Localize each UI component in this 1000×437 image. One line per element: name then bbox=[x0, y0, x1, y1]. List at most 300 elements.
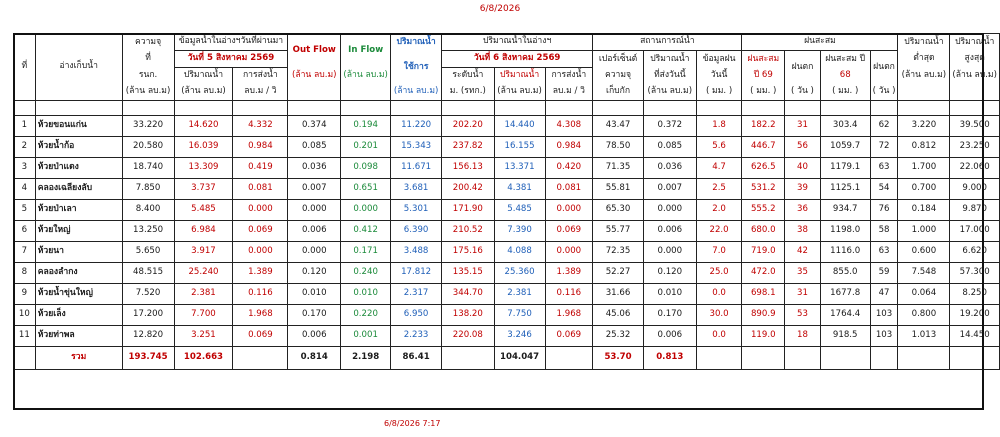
cell-sent: 0.000 bbox=[643, 242, 696, 263]
table-row bbox=[14, 284, 1000, 305]
col-header-pct-1: เปอร์เซ็นต์ bbox=[593, 51, 644, 68]
cell-name: ห้วยน้ำก้อ bbox=[35, 137, 122, 158]
cell-lvl: 210.52 bbox=[442, 221, 495, 242]
col-header-max-4 bbox=[950, 84, 1000, 101]
cell-of: 0.000 bbox=[288, 200, 341, 221]
cell-inf: 0.651 bbox=[341, 179, 391, 200]
cell-max: 14.450 bbox=[950, 326, 1000, 347]
cell-use: 6.390 bbox=[391, 221, 442, 242]
col-header-usable-2: ใช้การ bbox=[391, 51, 442, 85]
col-header-rain-today-3: ( มม. ) bbox=[696, 84, 742, 101]
cell-pct: 71.35 bbox=[593, 158, 644, 179]
cell-r69: 719.0 bbox=[742, 242, 785, 263]
cell-pv: 14.620 bbox=[174, 116, 233, 137]
col-header-min-3: (ล้าน ลบ.ม) bbox=[898, 68, 950, 85]
cell-name: ห้วยใหญ่ bbox=[35, 221, 122, 242]
cell-r68: 303.4 bbox=[820, 116, 870, 137]
col-header-prev-volume: ปริมาณน้ำ bbox=[174, 68, 233, 85]
cell-of: 0.010 bbox=[288, 284, 341, 305]
cell-pr: 0.081 bbox=[233, 179, 288, 200]
cell-pct: 43.47 bbox=[593, 116, 644, 137]
cell-pr: 0.116 bbox=[233, 284, 288, 305]
cell-r69: 446.7 bbox=[742, 137, 785, 158]
cell-cap: 13.250 bbox=[122, 221, 174, 242]
cell-rain: 0.0 bbox=[696, 284, 742, 305]
cell-pv: 3.737 bbox=[174, 179, 233, 200]
cell-cr: 0.069 bbox=[545, 221, 593, 242]
cell-pv: 6.984 bbox=[174, 221, 233, 242]
col-header-cur-release-unit: ลบ.ม / วิ bbox=[545, 84, 593, 101]
col-header-cur-volume: ปริมาณน้ำ bbox=[494, 68, 545, 85]
cell-min: 0.064 bbox=[898, 284, 950, 305]
cell-d69: 35 bbox=[785, 263, 821, 284]
cell-pct: 31.66 bbox=[593, 284, 644, 305]
cell-d69: 40 bbox=[785, 158, 821, 179]
cell-name: ห้วยป่าแดง bbox=[35, 158, 122, 179]
col-header-prev-volume-unit: (ล้าน ลบ.ม) bbox=[174, 84, 233, 101]
cell-inf: 0.171 bbox=[341, 242, 391, 263]
cell-pv: 13.309 bbox=[174, 158, 233, 179]
cell-inf: 0.194 bbox=[341, 116, 391, 137]
cell-d68: 63 bbox=[870, 242, 898, 263]
col-header-max-1: ปริมาณน้ำ bbox=[950, 34, 1000, 51]
cell-max: 9.870 bbox=[950, 200, 1000, 221]
cell-lvl: 175.16 bbox=[442, 242, 495, 263]
cell-r69: 119.0 bbox=[742, 326, 785, 347]
col-header-rain68-3: ( มม. ) bbox=[820, 84, 870, 101]
cell-name: คลองเฉลียงลับ bbox=[35, 179, 122, 200]
col-header-raindays68-unit: ( วัน ) bbox=[870, 84, 898, 101]
cell-cv: 7.390 bbox=[494, 221, 545, 242]
cell-name: ห้วยขอนแก่น bbox=[35, 116, 122, 137]
col-header-status-group: สถานการณ์น้ำ bbox=[593, 34, 742, 51]
cell-d68: 76 bbox=[870, 200, 898, 221]
cell-of: 0.006 bbox=[288, 326, 341, 347]
col-header-pct-3: เก็บกัก bbox=[593, 84, 644, 101]
cell-r69: 555.2 bbox=[742, 200, 785, 221]
total-use: 86.41 bbox=[391, 347, 442, 370]
cell-pv: 3.917 bbox=[174, 242, 233, 263]
cell-rain: 1.8 bbox=[696, 116, 742, 137]
cell-of: 0.007 bbox=[288, 179, 341, 200]
cell-max: 6.620 bbox=[950, 242, 1000, 263]
cell-r69: 626.5 bbox=[742, 158, 785, 179]
col-header-outflow: Out Flow bbox=[288, 34, 341, 68]
cell-use: 2.233 bbox=[391, 326, 442, 347]
cell-inf: 0.000 bbox=[341, 200, 391, 221]
table-row bbox=[14, 242, 1000, 263]
col-header-cur-release: การส่งน้ำ bbox=[545, 68, 593, 85]
cell-inf: 0.001 bbox=[341, 326, 391, 347]
cell-rain: 7.0 bbox=[696, 242, 742, 263]
cell-r69: 182.2 bbox=[742, 116, 785, 137]
cell-min: 0.184 bbox=[898, 200, 950, 221]
total-row bbox=[14, 347, 1000, 370]
col-header-usable-3: (ล้าน ลบ.ม) bbox=[391, 84, 442, 101]
cell-r69: 472.0 bbox=[742, 263, 785, 284]
total-cap: 193.745 bbox=[122, 347, 174, 370]
table-row bbox=[14, 200, 1000, 221]
col-header-rain68-1: ฝนสะสม ปี bbox=[820, 51, 870, 68]
cell-pct: 65.30 bbox=[593, 200, 644, 221]
cell-d69: 42 bbox=[785, 242, 821, 263]
cell-lvl: 156.13 bbox=[442, 158, 495, 179]
cell-rain: 25.0 bbox=[696, 263, 742, 284]
cell-r69: 680.0 bbox=[742, 221, 785, 242]
table-row bbox=[14, 116, 1000, 137]
col-header-raindays69-unit: ( วัน ) bbox=[785, 84, 821, 101]
cell-d69: 53 bbox=[785, 305, 821, 326]
cell-max: 39.500 bbox=[950, 116, 1000, 137]
cell-of: 0.170 bbox=[288, 305, 341, 326]
cell-r68: 855.0 bbox=[820, 263, 870, 284]
cell-no: 8 bbox=[14, 263, 36, 284]
table-row bbox=[14, 221, 1000, 242]
cell-d69: 31 bbox=[785, 116, 821, 137]
cell-max: 23.250 bbox=[950, 137, 1000, 158]
cell-no: 11 bbox=[14, 326, 36, 347]
cell-sent: 0.006 bbox=[643, 326, 696, 347]
cell-inf: 0.220 bbox=[341, 305, 391, 326]
cell-max: 19.200 bbox=[950, 305, 1000, 326]
cell-min: 3.220 bbox=[898, 116, 950, 137]
cell-cr: 0.081 bbox=[545, 179, 593, 200]
update-timestamp: 6/8/2026 7:17 bbox=[384, 419, 441, 428]
col-header-no: ที่ bbox=[14, 34, 36, 101]
cell-name: ห้วยนา bbox=[35, 242, 122, 263]
col-header-usable-1: ปริมาณน้ำ bbox=[391, 34, 442, 51]
col-header-max-3: (ล้าน ลบ.ม) bbox=[950, 68, 1000, 85]
total-pct: 53.70 bbox=[593, 347, 644, 370]
cell-min: 1.000 bbox=[898, 221, 950, 242]
col-header-capacity-4: (ล้าน ลบ.ม) bbox=[122, 84, 174, 101]
col-header-capacity-1: ความจุ bbox=[122, 34, 174, 51]
cell-name: ห้วยน้ำขุ่นใหญ่ bbox=[35, 284, 122, 305]
cell-lvl: 344.70 bbox=[442, 284, 495, 305]
cell-r68: 1764.4 bbox=[820, 305, 870, 326]
cell-rain: 22.0 bbox=[696, 221, 742, 242]
col-header-rain-today-2: วันนี้ bbox=[696, 68, 742, 85]
cell-lvl: 237.82 bbox=[442, 137, 495, 158]
cell-cr: 0.069 bbox=[545, 326, 593, 347]
cell-cap: 8.400 bbox=[122, 200, 174, 221]
cell-cv: 14.440 bbox=[494, 116, 545, 137]
cell-name: คลองลำกง bbox=[35, 263, 122, 284]
cell-min: 7.548 bbox=[898, 263, 950, 284]
cell-pv: 2.381 bbox=[174, 284, 233, 305]
cell-pr: 0.000 bbox=[233, 242, 288, 263]
cell-r68: 934.7 bbox=[820, 200, 870, 221]
cell-use: 15.343 bbox=[391, 137, 442, 158]
cell-inf: 0.010 bbox=[341, 284, 391, 305]
cell-cap: 12.820 bbox=[122, 326, 174, 347]
cell-d68: 72 bbox=[870, 137, 898, 158]
col-header-rain-group: ฝนสะสม bbox=[742, 34, 898, 51]
cell-d68: 103 bbox=[870, 305, 898, 326]
col-header-sent-2: ที่ส่งวันนี้ bbox=[643, 68, 696, 85]
table-row bbox=[14, 326, 1000, 347]
cell-no: 1 bbox=[14, 116, 36, 137]
cell-pct: 52.27 bbox=[593, 263, 644, 284]
cell-sent: 0.372 bbox=[643, 116, 696, 137]
cell-pr: 0.000 bbox=[233, 200, 288, 221]
cell-use: 5.301 bbox=[391, 200, 442, 221]
cell-r68: 918.5 bbox=[820, 326, 870, 347]
reservoir-table bbox=[13, 33, 1000, 370]
total-of: 0.814 bbox=[288, 347, 341, 370]
cell-min: 0.812 bbox=[898, 137, 950, 158]
cell-min: 0.800 bbox=[898, 305, 950, 326]
col-header-cur-date: วันที่ 6 สิงหาคม 2569 bbox=[442, 51, 593, 68]
cell-use: 11.671 bbox=[391, 158, 442, 179]
cell-sent: 0.085 bbox=[643, 137, 696, 158]
cell-lvl: 220.08 bbox=[442, 326, 495, 347]
cell-pr: 0.419 bbox=[233, 158, 288, 179]
cell-cap: 7.850 bbox=[122, 179, 174, 200]
cell-r68: 1179.1 bbox=[820, 158, 870, 179]
cell-cv: 4.381 bbox=[494, 179, 545, 200]
col-header-prev-release-unit: ลบ.ม / วิ bbox=[233, 84, 288, 101]
cell-cr: 0.000 bbox=[545, 200, 593, 221]
cell-rain: 0.0 bbox=[696, 326, 742, 347]
cell-pct: 55.81 bbox=[593, 179, 644, 200]
cell-sent: 0.036 bbox=[643, 158, 696, 179]
cell-no: 6 bbox=[14, 221, 36, 242]
cell-r68: 1198.0 bbox=[820, 221, 870, 242]
cell-pr: 0.069 bbox=[233, 221, 288, 242]
total-pv: 102.663 bbox=[174, 347, 233, 370]
cell-of: 0.036 bbox=[288, 158, 341, 179]
cell-r68: 1116.0 bbox=[820, 242, 870, 263]
cell-cap: 17.200 bbox=[122, 305, 174, 326]
cell-no: 4 bbox=[14, 179, 36, 200]
cell-use: 3.681 bbox=[391, 179, 442, 200]
cell-pr: 0.069 bbox=[233, 326, 288, 347]
col-header-prev-date: วันที่ 5 สิงหาคม 2569 bbox=[174, 51, 288, 68]
table-row bbox=[14, 263, 1000, 284]
spacer-row bbox=[14, 101, 1000, 116]
col-header-rain69-1: ฝนสะสม bbox=[742, 51, 785, 68]
col-header-inflow-unit: (ล้าน ลบ.ม) bbox=[341, 68, 391, 85]
cell-max: 22.060 bbox=[950, 158, 1000, 179]
cell-d69: 39 bbox=[785, 179, 821, 200]
cell-cap: 33.220 bbox=[122, 116, 174, 137]
cell-rain: 4.7 bbox=[696, 158, 742, 179]
cell-min: 1.700 bbox=[898, 158, 950, 179]
cell-pv: 3.251 bbox=[174, 326, 233, 347]
cell-pr: 0.984 bbox=[233, 137, 288, 158]
col-header-cur-level-unit: ม. (รทก.) bbox=[442, 84, 495, 101]
cell-pct: 55.77 bbox=[593, 221, 644, 242]
cell-cap: 48.515 bbox=[122, 263, 174, 284]
cell-no: 9 bbox=[14, 284, 36, 305]
col-header-rain69-2: ปี 69 bbox=[742, 68, 785, 85]
cell-inf: 0.201 bbox=[341, 137, 391, 158]
cell-cr: 0.000 bbox=[545, 242, 593, 263]
cell-use: 3.488 bbox=[391, 242, 442, 263]
cell-r69: 531.2 bbox=[742, 179, 785, 200]
cell-d68: 59 bbox=[870, 263, 898, 284]
cell-inf: 0.240 bbox=[341, 263, 391, 284]
cell-cr: 4.308 bbox=[545, 116, 593, 137]
cell-pv: 16.039 bbox=[174, 137, 233, 158]
cell-rain: 2.5 bbox=[696, 179, 742, 200]
cell-lvl: 202.20 bbox=[442, 116, 495, 137]
table-row bbox=[14, 137, 1000, 158]
table-row bbox=[14, 158, 1000, 179]
col-header-rain69-3: ( มม. ) bbox=[742, 84, 785, 101]
cell-sent: 0.006 bbox=[643, 221, 696, 242]
cell-of: 0.000 bbox=[288, 242, 341, 263]
cell-max: 57.300 bbox=[950, 263, 1000, 284]
col-header-sent-1: ปริมาณน้ำ bbox=[643, 51, 696, 68]
cell-cap: 7.520 bbox=[122, 284, 174, 305]
cell-cr: 0.116 bbox=[545, 284, 593, 305]
cell-cv: 3.246 bbox=[494, 326, 545, 347]
cell-lvl: 135.15 bbox=[442, 263, 495, 284]
col-header-capacity-3: รนก. bbox=[122, 68, 174, 85]
cell-cv: 7.750 bbox=[494, 305, 545, 326]
cell-d68: 103 bbox=[870, 326, 898, 347]
cell-pr: 1.968 bbox=[233, 305, 288, 326]
cell-r68: 1059.7 bbox=[820, 137, 870, 158]
cell-d69: 56 bbox=[785, 137, 821, 158]
cell-d69: 18 bbox=[785, 326, 821, 347]
cell-rain: 2.0 bbox=[696, 200, 742, 221]
cell-min: 1.013 bbox=[898, 326, 950, 347]
cell-max: 17.000 bbox=[950, 221, 1000, 242]
total-label: รวม bbox=[35, 347, 122, 370]
cell-of: 0.085 bbox=[288, 137, 341, 158]
cell-pct: 45.06 bbox=[593, 305, 644, 326]
cell-cv: 2.381 bbox=[494, 284, 545, 305]
col-header-min-4 bbox=[898, 84, 950, 101]
cell-name: ห้วยเล็ง bbox=[35, 305, 122, 326]
cell-r69: 890.9 bbox=[742, 305, 785, 326]
col-header-max-2: สูงสุด bbox=[950, 51, 1000, 68]
cell-r68: 1125.1 bbox=[820, 179, 870, 200]
cell-sent: 0.120 bbox=[643, 263, 696, 284]
table-row bbox=[14, 305, 1000, 326]
cell-pv: 5.485 bbox=[174, 200, 233, 221]
cell-sent: 0.007 bbox=[643, 179, 696, 200]
cell-inf: 0.412 bbox=[341, 221, 391, 242]
cell-cr: 1.968 bbox=[545, 305, 593, 326]
cell-sent: 0.000 bbox=[643, 200, 696, 221]
cell-d68: 62 bbox=[870, 116, 898, 137]
cell-d68: 54 bbox=[870, 179, 898, 200]
cell-use: 2.317 bbox=[391, 284, 442, 305]
total-sent: 0.813 bbox=[643, 347, 696, 370]
reservoir-report-sheet bbox=[13, 33, 1000, 370]
cell-pct: 78.50 bbox=[593, 137, 644, 158]
cell-pv: 25.240 bbox=[174, 263, 233, 284]
cell-pr: 1.389 bbox=[233, 263, 288, 284]
cell-no: 7 bbox=[14, 242, 36, 263]
cell-no: 10 bbox=[14, 305, 36, 326]
cell-name: ห้วยท่าพล bbox=[35, 326, 122, 347]
cell-no: 5 bbox=[14, 200, 36, 221]
col-header-reservoir: อ่างเก็บน้ำ bbox=[35, 34, 122, 101]
col-header-sent-3: (ล้าน ลบ.ม) bbox=[643, 84, 696, 101]
cell-rain: 30.0 bbox=[696, 305, 742, 326]
cell-inf: 0.098 bbox=[341, 158, 391, 179]
cell-use: 6.950 bbox=[391, 305, 442, 326]
cell-no: 3 bbox=[14, 158, 36, 179]
cell-d69: 36 bbox=[785, 200, 821, 221]
cell-no: 2 bbox=[14, 137, 36, 158]
col-header-capacity-2: ที่ bbox=[122, 51, 174, 68]
report-date: 6/8/2026 bbox=[479, 4, 521, 14]
cell-cv: 16.155 bbox=[494, 137, 545, 158]
cell-pr: 4.332 bbox=[233, 116, 288, 137]
col-header-raindays69: ฝนตก bbox=[785, 51, 821, 85]
cell-lvl: 200.42 bbox=[442, 179, 495, 200]
cell-cv: 4.088 bbox=[494, 242, 545, 263]
cell-name: ห้วยป่าเลา bbox=[35, 200, 122, 221]
cell-use: 17.812 bbox=[391, 263, 442, 284]
cell-r69: 698.1 bbox=[742, 284, 785, 305]
col-header-min-2: ต่ำสุด bbox=[898, 51, 950, 68]
cell-pv: 7.700 bbox=[174, 305, 233, 326]
cell-cr: 1.389 bbox=[545, 263, 593, 284]
col-header-rain-today-1: ข้อมูลฝน bbox=[696, 51, 742, 68]
col-header-outflow-unit: (ล้าน ลบ.ม) bbox=[288, 68, 341, 85]
cell-d68: 58 bbox=[870, 221, 898, 242]
cell-sent: 0.170 bbox=[643, 305, 696, 326]
cell-cap: 20.580 bbox=[122, 137, 174, 158]
cell-pct: 72.35 bbox=[593, 242, 644, 263]
cell-d68: 63 bbox=[870, 158, 898, 179]
cell-sent: 0.010 bbox=[643, 284, 696, 305]
cell-min: 0.600 bbox=[898, 242, 950, 263]
table-row bbox=[14, 179, 1000, 200]
cell-lvl: 171.90 bbox=[442, 200, 495, 221]
cell-d69: 38 bbox=[785, 221, 821, 242]
cell-d69: 31 bbox=[785, 284, 821, 305]
cell-cv: 5.485 bbox=[494, 200, 545, 221]
cell-use: 11.220 bbox=[391, 116, 442, 137]
cell-lvl: 138.20 bbox=[442, 305, 495, 326]
col-header-prev-release: การส่งน้ำ bbox=[233, 68, 288, 85]
cell-cv: 13.371 bbox=[494, 158, 545, 179]
cell-max: 8.250 bbox=[950, 284, 1000, 305]
col-header-inflow: In Flow bbox=[341, 34, 391, 68]
cell-rain: 5.6 bbox=[696, 137, 742, 158]
cell-of: 0.374 bbox=[288, 116, 341, 137]
cell-of: 0.120 bbox=[288, 263, 341, 284]
cell-cr: 0.420 bbox=[545, 158, 593, 179]
cell-max: 9.000 bbox=[950, 179, 1000, 200]
cell-cr: 0.984 bbox=[545, 137, 593, 158]
col-header-raindays68: ฝนตก bbox=[870, 51, 898, 85]
total-cv: 104.047 bbox=[494, 347, 545, 370]
col-header-cur-volume-unit: (ล้าน ลบ.ม) bbox=[494, 84, 545, 101]
cell-pct: 25.32 bbox=[593, 326, 644, 347]
cell-of: 0.006 bbox=[288, 221, 341, 242]
col-header-pct-2: ความจุ bbox=[593, 68, 644, 85]
cell-r68: 1677.8 bbox=[820, 284, 870, 305]
total-inf: 2.198 bbox=[341, 347, 391, 370]
col-header-min-1: ปริมาณน้ำ bbox=[898, 34, 950, 51]
cell-cap: 5.650 bbox=[122, 242, 174, 263]
cell-cap: 18.740 bbox=[122, 158, 174, 179]
cell-min: 0.700 bbox=[898, 179, 950, 200]
col-header-cur-level: ระดับน้ำ bbox=[442, 68, 495, 85]
col-header-prev-group: ข้อมูลน้ำในอ่างฯวันที่ผ่านมา bbox=[174, 34, 288, 51]
col-header-cur-group: ปริมาณน้ำในอ่างฯ bbox=[442, 34, 593, 51]
col-header-rain68-2: 68 bbox=[820, 68, 870, 85]
